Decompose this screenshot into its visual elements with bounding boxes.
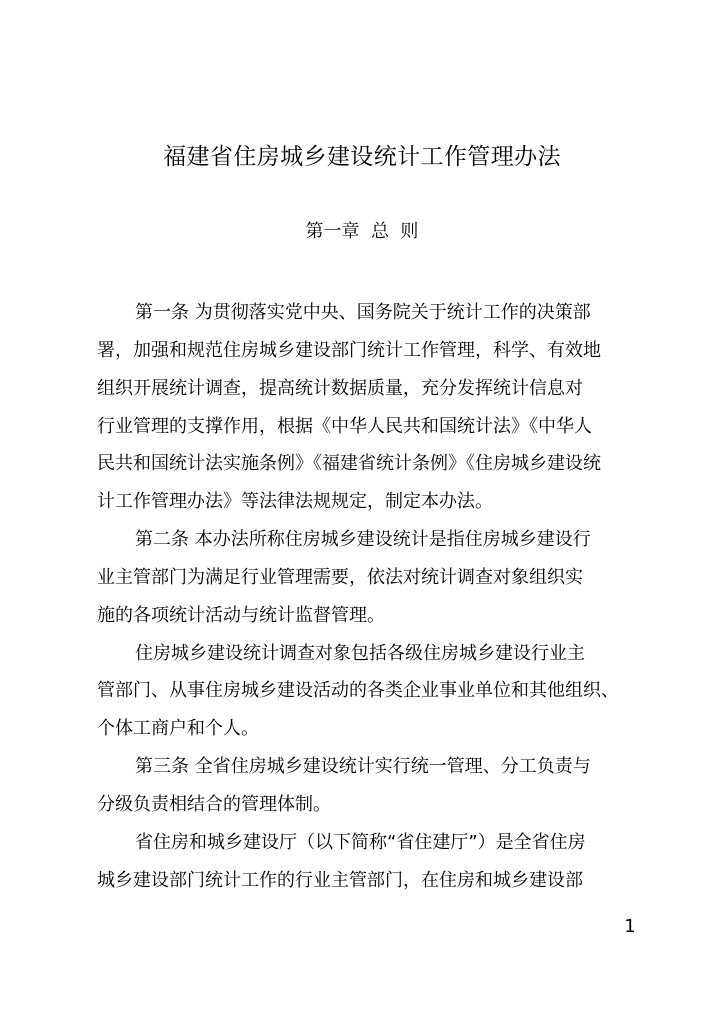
paragraph-subjects-line-1: 住房城乡建设统计调查对象包括各级住房城乡建设行业主	[135, 642, 585, 664]
paragraph-department-line-2: 城乡建设部门统计工作的行业主管部门，在住房和城乡建设部	[97, 869, 583, 891]
article-1-line-2: 署，加强和规范住房城乡建设部门统计工作管理，科学、有效地	[97, 339, 601, 361]
document-title: 福建省住房城乡建设统计工作管理办法	[163, 144, 561, 170]
article-2-line-2: 业主管部门为满足行业管理需要，依法对统计调查对象组织实	[97, 566, 583, 588]
paragraph-subjects-line-2: 管部门、从事住房城乡建设活动的各类企业事业单位和其他组织、	[97, 680, 619, 702]
chapter-heading: 第一章 总 则	[305, 221, 419, 242]
article-1-line-6: 计工作管理办法》等法律法规规定，制定本办法。	[97, 491, 493, 513]
article-2-line-1: 第二条 本办法所称住房城乡建设统计是指住房城乡建设行	[135, 529, 591, 551]
article-1-line-3: 组织开展统计调查，提高统计数据质量，充分发挥统计信息对	[97, 377, 583, 399]
article-1-line-5: 民共和国统计法实施条例》《福建省统计条例》《住房城乡建设统	[97, 453, 601, 475]
article-2-line-3: 施的各项统计活动与统计监督管理。	[97, 604, 385, 626]
article-1-line-4: 行业管理的支撑作用，根据《中华人民共和国统计法》《中华人	[97, 415, 592, 437]
article-3-line-1: 第三条 全省住房城乡建设统计实行统一管理、分工负责与	[135, 756, 591, 778]
paragraph-department-line-1: 省住房和城乡建设厅（以下简称“省住建厅”）是全省住房	[135, 831, 586, 853]
article-3-line-2: 分级负责相结合的管理体制。	[97, 793, 331, 815]
page-number: 1	[624, 916, 636, 937]
paragraph-subjects-line-3: 个体工商户和个人。	[97, 718, 259, 740]
article-1-line-1: 第一条 为贯彻落实党中央、国务院关于统计工作的决策部	[135, 302, 591, 323]
document-body	[97, 294, 642, 900]
